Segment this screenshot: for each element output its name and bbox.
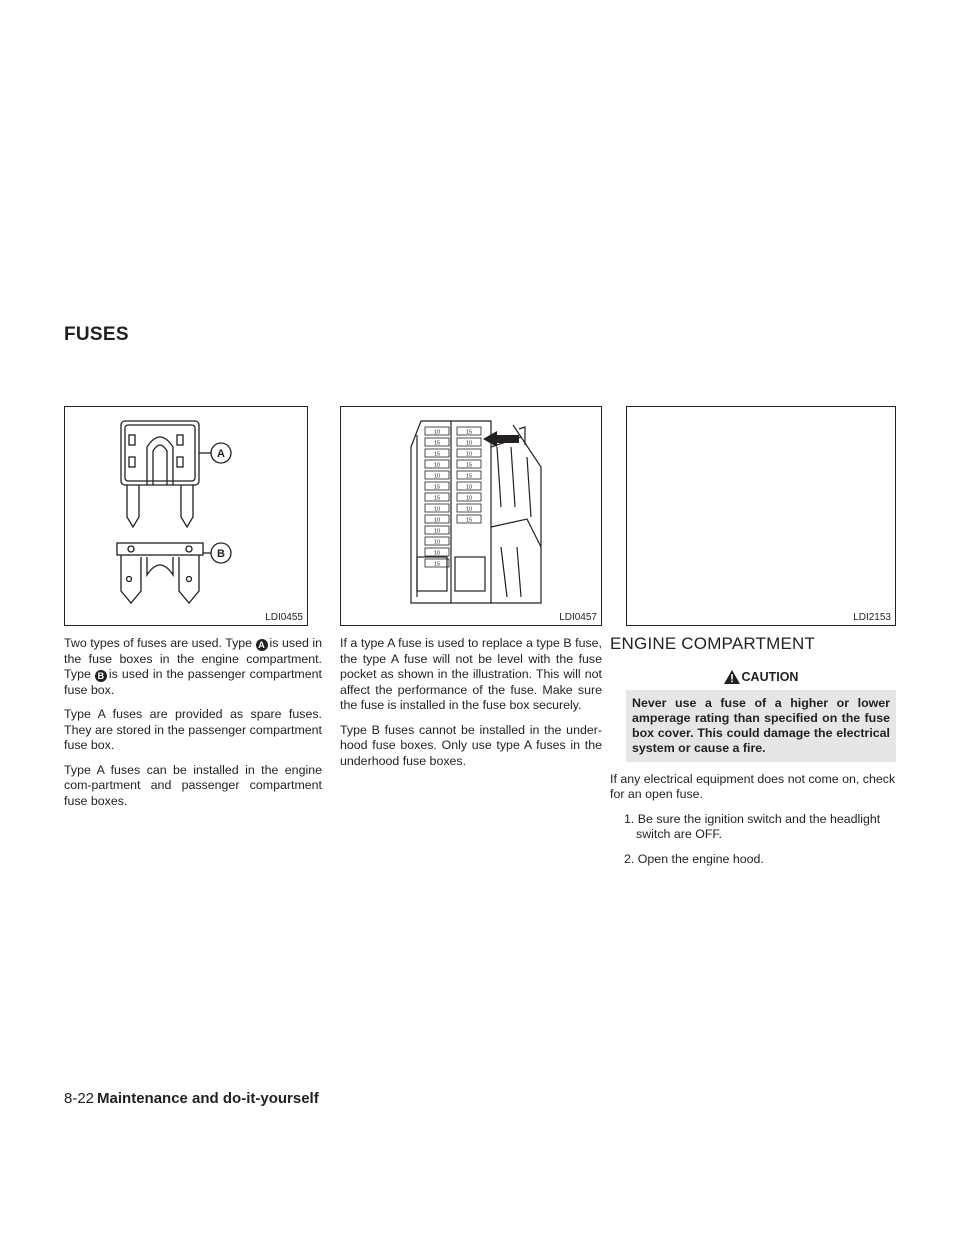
caution-header <box>626 668 896 690</box>
paragraph-fuse-types <box>64 636 322 698</box>
chapter-title: Maintenance and do-it-yourself <box>97 1090 319 1107</box>
page-footer <box>64 1090 319 1107</box>
paragraph-intro: If any electrical equipment does not come on, check for an open fuse. <box>610 771 896 801</box>
arrow-icon <box>483 431 519 447</box>
fuse-box-illustration <box>341 407 603 627</box>
fuse-grid <box>425 427 481 568</box>
caution-text: Never use a fuse of a higher or lower amperage rating than specified on the fuse box cover. This could damage the electrical system or cause a fire. <box>632 695 890 755</box>
fuse-label: 10 <box>465 484 473 491</box>
paragraph-type-b: Type B fuses cannot be installed in the under-hood fuse boxes. Only use type A fuses in the underhood fuse boxes. <box>340 722 602 768</box>
text-fragment: is used in the passenger compartment fuse box. <box>64 667 322 697</box>
fuse-label: 15 <box>433 440 441 447</box>
figure-engine-compartment <box>626 406 896 626</box>
paragraph-spare-fuses: Type A fuses are provided as spare fuses. They are stored in the passenger compartment fuse box. <box>64 707 322 752</box>
figure-fuse-types <box>64 406 308 626</box>
figure-code: LDI0457 <box>559 612 597 623</box>
fuse-label: 10 <box>433 429 441 436</box>
fuse-label: 10 <box>433 506 441 513</box>
paragraph-install: Type A fuses can be installed in the engine com-partment and passenger compartment fuse boxes. <box>64 762 322 808</box>
step-2: 2. Open the engine hood. <box>624 851 764 866</box>
fuse-label: 10 <box>433 473 441 480</box>
fuse-label: 10 <box>433 517 441 524</box>
text-column-2 <box>340 636 602 778</box>
fuse-label: 15 <box>433 561 441 568</box>
paragraph-replace: If a type A fuse is used to replace a type B fuse, the type A fuse will not be level with the fuse pocket as shown in the illustration. This will not affect the performance of the fuse. Make sure the fuse is installed in the fuse box securely. <box>340 636 602 712</box>
text-fragment: is used in the fuse boxes in the engine compartment. Type <box>64 636 322 681</box>
fuse-label: 10 <box>465 440 473 447</box>
fuse-label: 10 <box>433 550 441 557</box>
caution-box <box>626 668 896 762</box>
text-column-3 <box>610 636 896 876</box>
fuse-label: 10 <box>465 506 473 513</box>
marker-a: A <box>256 639 268 651</box>
fuse-label: 15 <box>433 495 441 502</box>
fuse-types-illustration <box>65 407 309 627</box>
text-fragment: Two types of fuses are used. Type <box>64 636 253 650</box>
fuse-label: 10 <box>465 451 473 458</box>
fuse-label: 10 <box>465 495 473 502</box>
section-title: FUSES <box>64 324 129 345</box>
fuse-label: 15 <box>465 517 473 524</box>
figure-code: LDI0455 <box>265 612 303 623</box>
text-column-1 <box>64 636 322 818</box>
fuse-label: 10 <box>433 462 441 469</box>
fuse-label: 10 <box>433 539 441 546</box>
marker-b: B <box>95 670 107 682</box>
figure-code: LDI2153 <box>853 612 891 623</box>
caution-label: CAUTION <box>741 670 799 684</box>
figure-fuse-box <box>340 406 602 626</box>
warning-icon <box>724 670 740 684</box>
fuse-label: 15 <box>433 484 441 491</box>
page-number: 8-22 <box>64 1090 95 1107</box>
fuse-label: 15 <box>465 462 473 469</box>
fuse-label: 15 <box>465 473 473 480</box>
fuse-label: 15 <box>465 429 473 436</box>
step-1: 1. Be sure the ignition switch and the headlight switch are OFF. <box>624 811 881 841</box>
callout-a-label: A <box>217 448 225 460</box>
subsection-heading: ENGINE COMPARTMENT <box>610 634 816 653</box>
fuse-label: 10 <box>433 528 441 535</box>
fuse-label: 15 <box>433 451 441 458</box>
callout-b-label: B <box>217 548 225 560</box>
